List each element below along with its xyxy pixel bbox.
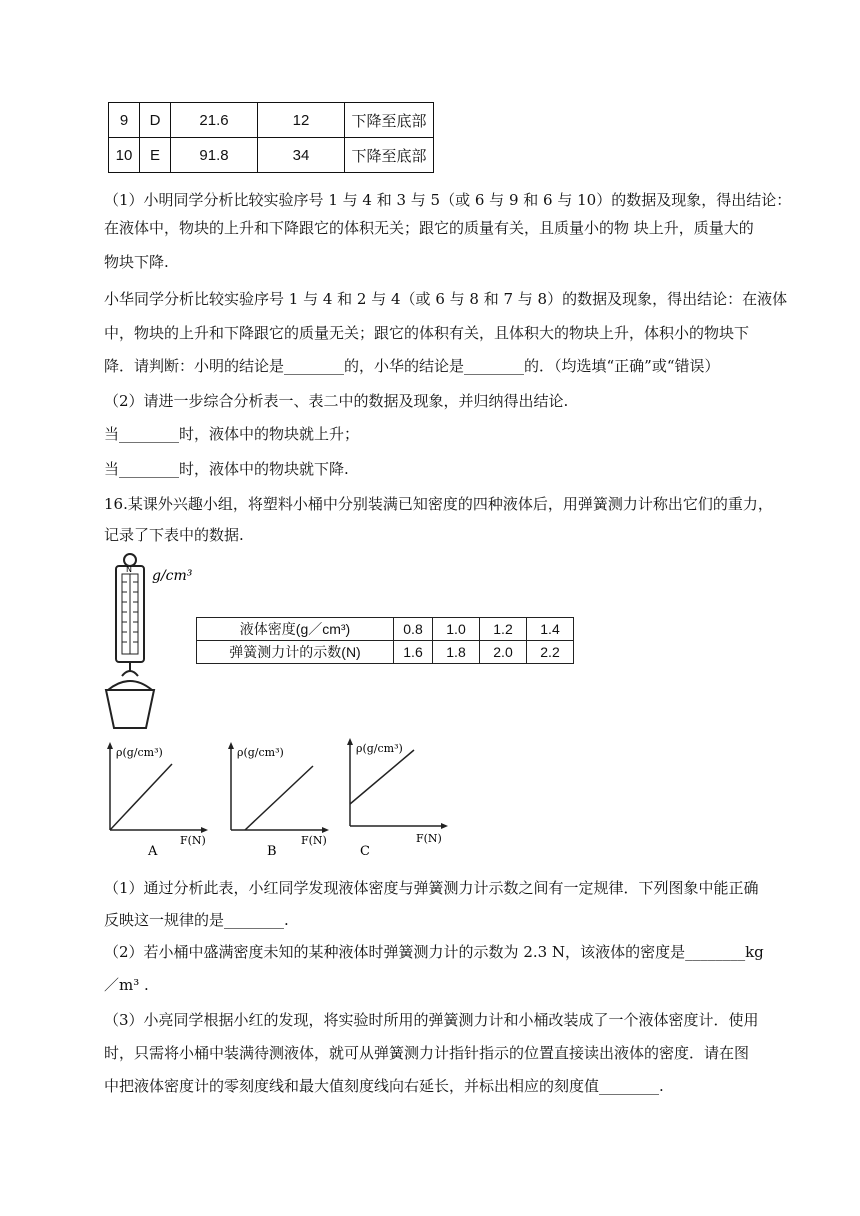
x-axis-label: F(N) <box>180 834 206 847</box>
x-axis-label: F(N) <box>301 834 327 847</box>
graph-letter: C <box>360 844 370 859</box>
table-cell: 2.2 <box>527 641 574 664</box>
graph-letter: A <box>148 844 158 859</box>
question-line: 时，只需将小桶中装满待测液体，就可从弹簧测力计指针指示的位置直接读出液体的密度．请在图 <box>104 1044 750 1062</box>
bucket-icon <box>106 690 154 728</box>
graph-line <box>350 750 414 804</box>
spring-scale-figure <box>100 552 200 737</box>
table-cell: 91.8 <box>171 138 258 173</box>
question-line: ／m³ . <box>104 976 149 994</box>
scale-top-label: N <box>126 565 132 574</box>
table-cell: E <box>140 138 171 173</box>
table-row <box>197 618 574 641</box>
text-line: 在液体中，物块的上升和下降跟它的体积无关；跟它的质量有关，且质量小的物 块上升，质量大的 <box>104 219 754 237</box>
table-cell: 1.4 <box>527 618 574 641</box>
row-label: 液体密度(g／cm³) <box>197 618 394 641</box>
table-cell: 12 <box>258 103 345 138</box>
table-row <box>197 641 574 664</box>
graph-letter: B <box>267 844 277 859</box>
table-cell: 34 <box>258 138 345 173</box>
table-cell: 下降至底部 <box>345 103 434 138</box>
table-row <box>109 103 434 138</box>
x-axis-label: F(N) <box>416 832 442 845</box>
row-label: 弹簧测力计的示数(N) <box>197 641 394 664</box>
text-line: 中，物块的上升和下降跟它的质量无关；跟它的体积有关，且体积大的物块上升，体积小的物块下 <box>104 324 750 342</box>
graph-a <box>100 742 215 860</box>
graph-c <box>340 738 455 860</box>
text-line: 降．请判断：小明的结论是________的，小华的结论是________的．（均选填“正确”或“错误） <box>104 357 720 375</box>
table-cell: 1.2 <box>480 618 527 641</box>
y-axis-label: ρ(g/cm³) <box>356 742 403 755</box>
unit-label: g/cm³ <box>152 568 193 584</box>
question-16-line: 16.某课外兴趣小组，将塑料小桶中分别装满已知密度的四种液体后，用弹簧测力计称出它们的重力， <box>104 495 773 513</box>
table-cell: 1.0 <box>433 618 480 641</box>
question-line: 反映这一规律的是________. <box>104 911 289 929</box>
table-cell: 0.8 <box>394 618 433 641</box>
text-line: （2）请进一步综合分析表一、表二中的数据及现象，并归纳得出结论. <box>104 392 569 410</box>
y-axis-label: ρ(g/cm³) <box>116 746 163 759</box>
question-line: （3）小亮同学根据小红的发现，将实验时所用的弹簧测力计和小桶改装成了一个液体密度计．使用 <box>104 1011 759 1029</box>
data-table-continued <box>108 102 434 173</box>
table-cell: 1.8 <box>433 641 480 664</box>
text-line: 小华同学分析比较实验序号 1 与 4 和 2 与 4（或 6 与 8 和 7 与 8）的数据及现象，得出结论：在液体 <box>104 290 788 308</box>
table-cell: D <box>140 103 171 138</box>
density-force-table <box>196 617 574 664</box>
table-cell: 下降至底部 <box>345 138 434 173</box>
question-line: 中把液体密度计的零刻度线和最大值刻度线向右延长，并标出相应的刻度值________. <box>104 1077 664 1095</box>
text-line: 物块下降. <box>104 253 169 271</box>
table-row <box>109 138 434 173</box>
text-line: （1）小明同学分析比较实验序号 1 与 4 和 3 与 5（或 6 与 9 和 6 与 10）的数据及现象，得出结论： <box>104 191 792 209</box>
table-cell: 1.6 <box>394 641 433 664</box>
question-16-line: 记录了下表中的数据. <box>104 526 244 544</box>
y-axis-label: ρ(g/cm³) <box>237 746 284 759</box>
graph-line <box>245 766 313 830</box>
table-cell: 10 <box>109 138 140 173</box>
table-cell: 2.0 <box>480 641 527 664</box>
text-line: 当________时，液体中的物块就下降. <box>104 460 349 478</box>
graph-line <box>110 764 172 830</box>
question-line: （1）通过分析此表，小红同学发现液体密度与弹簧测力计示数之间有一定规律．下列图象中能正确 <box>104 879 759 897</box>
table-cell: 21.6 <box>171 103 258 138</box>
question-line: （2）若小桶中盛满密度未知的某种液体时弹簧测力计的示数为 2.3 N，该液体的密度是________kg <box>104 943 764 961</box>
table-cell: 9 <box>109 103 140 138</box>
graph-b <box>221 742 336 860</box>
text-line: 当________时，液体中的物块就上升； <box>104 425 360 443</box>
